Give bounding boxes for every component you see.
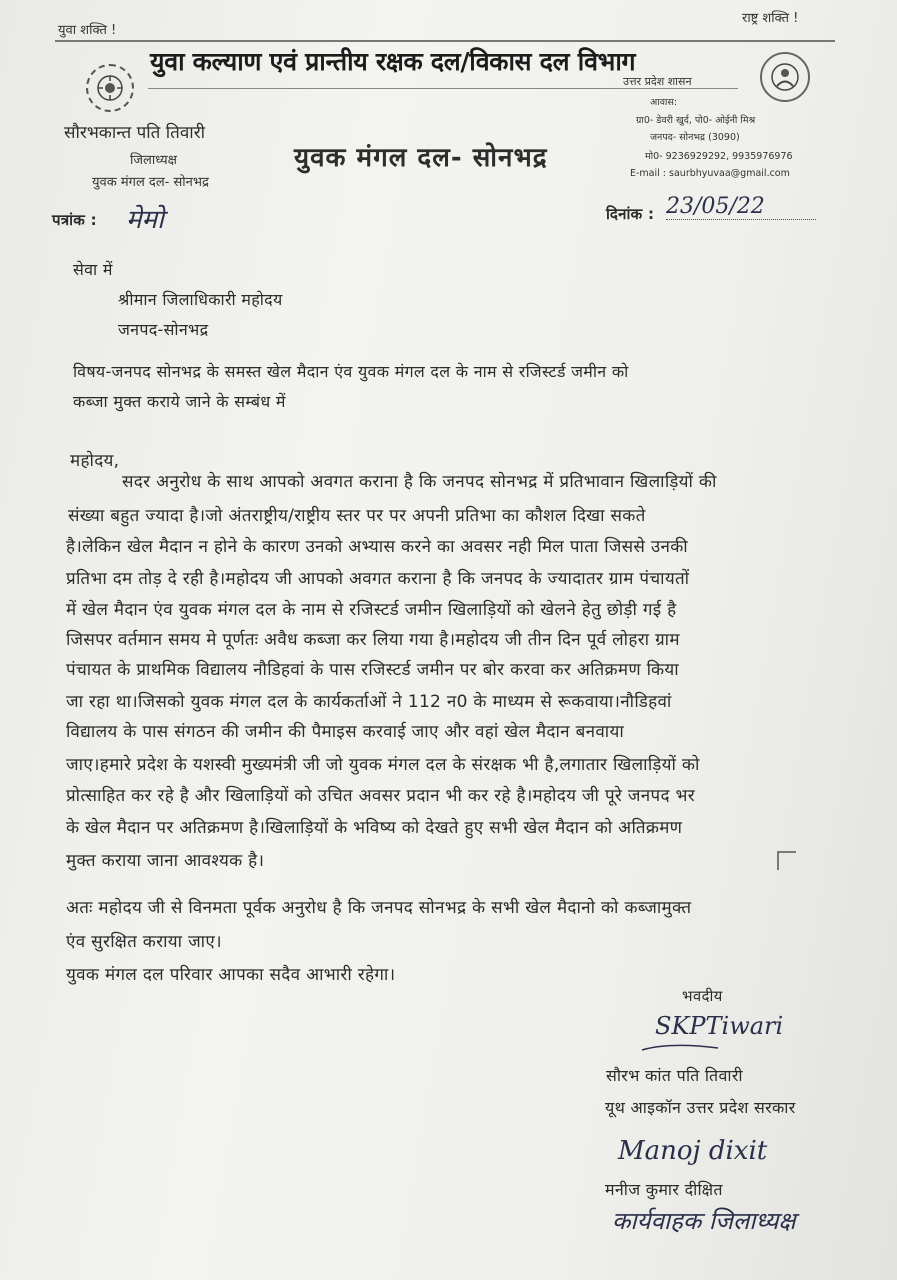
body-line: में खेल मैदान एंव युवक मंगल दल के नाम से रजिस्टर्ड जमीन खिलाड़ियों को खेलने हेतु छोड़ी गई है xyxy=(66,600,677,620)
request-line: युवक मंगल दल परिवार आपका सदैव आभारी रहेगा। xyxy=(66,965,396,985)
address-line1: ग्रा0- डेवरी खुर्द, पो0- ओईनी मिश्र xyxy=(636,115,756,126)
department-title: युवा कल्याण एवं प्रान्तीय रक्षक दल/विकास दल विभाग xyxy=(150,47,636,76)
emblem-left-icon xyxy=(86,64,134,112)
title-rule xyxy=(148,88,738,89)
subject-line2: कब्जा मुक्त कराये जाने के सम्बंध में xyxy=(73,392,286,411)
salutation: महोदय, xyxy=(70,451,120,471)
signer2-name: मनीज कुमार दीक्षित xyxy=(605,1180,723,1199)
top-rule xyxy=(55,40,835,42)
person-org: युवक मंगल दल- सोनभद्र xyxy=(92,175,209,190)
corner-mark-icon xyxy=(776,850,798,872)
signer1-title: यूथ आइकॉन उत्तर प्रदेश सरकार xyxy=(605,1098,796,1117)
address-label: आवास: xyxy=(650,97,678,108)
body-line: विद्यालय के पास संगठन की जमीन की पैमाइस करवाई जाए और वहां खेल मैदान बनवाया xyxy=(66,722,625,742)
ref-label: पत्रांक : xyxy=(52,211,97,229)
slogan-left: युवा शक्ति ! xyxy=(58,23,117,38)
address-email: E-mail : saurbhyuvaa@gmail.com xyxy=(630,168,790,179)
address-line2: जनपद- सोनभद्र (3090) xyxy=(650,132,740,143)
slogan-right: राष्ट्र शक्ति ! xyxy=(742,11,799,26)
person-name: सौरभकान्त पति तिवारी xyxy=(64,123,206,143)
signature-1-stroke xyxy=(640,1040,720,1054)
request-line: एंव सुरक्षित कराया जाए। xyxy=(66,932,222,952)
recipient-line1: सेवा में xyxy=(73,260,113,279)
body-line: संख्या बहुत ज्यादा है।जो अंतराष्ट्रीय/राष्ट्रीय स्तर पर पर अपनी प्रतिभा का कौशल दिखा सकते xyxy=(68,506,646,526)
recipient-line2: श्रीमान जिलाधिकारी महोदय xyxy=(118,290,283,309)
body-line: जिसपर वर्तमान समय मे पूर्णतः अवैध कब्जा कर लिया गया है।महोदय जी तीन दिन पूर्व लोहरा ग्राम xyxy=(66,630,680,650)
signer2-title: कार्यवाहक जिलाध्यक्ष xyxy=(612,1207,796,1235)
body-line: है।लेकिन खेल मैदान न होने के कारण उनको अभ्यास करने का अवसर नही मिल पाता जिससे उनकी xyxy=(66,537,689,557)
body-line: पंचायत के प्राथमिक विद्यालय नौडिहवां के पास रजिस्टर्ड जमीन पर बोर करवा कर अतिक्रमण किया xyxy=(66,660,679,680)
address-phone: मो0- 9236929292, 9935976976 xyxy=(645,151,793,162)
body-line: मुक्त कराया जाना आवश्यक है। xyxy=(66,851,265,871)
date-value: 23/05/22 xyxy=(666,194,816,220)
emblem-right-icon xyxy=(760,52,810,102)
person-role: जिलाध्यक्ष xyxy=(130,153,177,168)
signer1-name: सौरभ कांत पति तिवारी xyxy=(606,1066,743,1085)
body-line: सदर अनुरोध के साथ आपको अवगत कराना है कि जनपद सोनभद्र में प्रतिभावान खिलाड़ियों की xyxy=(122,472,717,492)
body-line: के खेल मैदान पर अतिक्रमण है।खिलाड़ियों के भविष्य को देखते हुए सभी खेल मैदान को अतिक्रमण xyxy=(66,818,683,838)
body-line: प्रोत्साहित कर रहे है और खिलाड़ियों को उचित अवसर प्रदान भी कर रहे है।महोदय जी पूरे जनपद भर xyxy=(66,786,696,806)
signature-1: SKPTiwari xyxy=(655,1012,784,1040)
request-line: अतः महोदय जी से विनमता पूर्वक अनुरोध है कि जनपद सोनभद्र के सभी खेल मैदानो को कब्जामुक्त xyxy=(66,898,692,918)
signature-2: Manoj dixit xyxy=(618,1136,768,1166)
body-line: जाए।हमारे प्रदेश के यशस्वी मुख्यमंत्री जी जो युवक मंगल दल के संरक्षक भी है,लगातार खिलाड़ियों को xyxy=(66,755,700,775)
date-label: दिनांक : xyxy=(606,205,655,223)
valediction: भवदीय xyxy=(682,987,723,1005)
organization-name: युवक मंगल दल- सोनभद्र xyxy=(294,143,548,173)
government-label: उत्तर प्रदेश शासन xyxy=(623,75,692,88)
recipient-line3: जनपद-सोनभद्र xyxy=(118,320,209,339)
body-line: प्रतिभा दम तोड़ दे रही है।महोदय जी आपको अवगत कराना है कि जनपद के ज्यादातर ग्राम पंचायतों xyxy=(66,569,690,589)
subject-line1: विषय-जनपद सोनभद्र के समस्त खेल मैदान एंव युवक मंगल दल के नाम से रजिस्टर्ड जमीन को xyxy=(73,362,629,381)
body-line: जा रहा था।जिसको युवक मंगल दल के कार्यकर्ताओं ने 112 न0 के माध्यम से रूकवाया।नौडिहवां xyxy=(66,692,672,712)
ref-value: मेमो xyxy=(126,205,164,235)
